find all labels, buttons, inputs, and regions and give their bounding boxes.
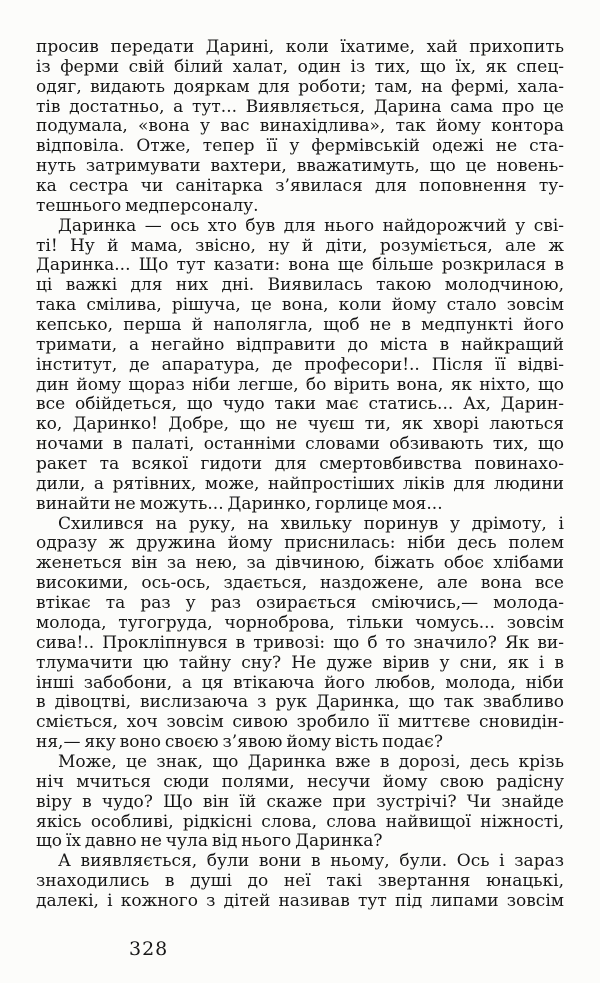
text-line: якісь особливі, рідкісні слова, слова найвищої ніжності, <box>36 812 564 832</box>
text-line: інші забобони, а ця втікаюча його любов, молода, ніби <box>36 673 564 693</box>
text-line: знаходились в душі до неї такі звертання юнацькі, <box>36 872 564 892</box>
text-line: відповіла. Отже, тепер її у фермівській одежі не ста- <box>36 137 564 157</box>
text-line: Може, це знак, що Даринка вже в дорозі, десь крізь <box>58 752 564 772</box>
text-line: ракет та всякої гидоти для смертовбивства повинахо- <box>36 455 564 475</box>
text-line: винайти не можуть... Даринко, горлице моя... <box>36 494 443 514</box>
text-line: ня,— яку воно своєю з’явою йому вість подає? <box>36 733 443 753</box>
text-line: А виявляється, були вони в ньому, були. Ось і зараз <box>58 852 564 872</box>
text-line: все обійдеться, що чудо таки має статись... Ах, Дарин- <box>36 395 564 415</box>
text-line: тлумачити цю тайну сну? Не дуже вірив у сни, як і в <box>36 653 564 673</box>
text-line: сміється, хоч зовсім сивою зробило її миттєве сновидін- <box>36 713 564 733</box>
text-line: ті! Ну й мама, звісно, ну й діти, розуміється, але ж <box>36 236 564 256</box>
text-line: високими, ось-ось, здається, наздожене, але вона все <box>36 574 564 594</box>
text-line: ко, Даринко! Добре, що не чуєш ти, як хворі лаються <box>36 415 564 435</box>
text-line: тешнього медперсоналу. <box>36 196 259 216</box>
page-number: 328 <box>129 938 169 960</box>
text-line: далекі, і кожного з дітей називав тут під липами зовсім <box>36 891 564 911</box>
text-line: втікає та раз у раз озирається сміючись,— молода- <box>36 594 564 614</box>
text-line: нуть затримувати вахтери, вважатимуть, що це новень- <box>36 157 564 177</box>
text-line: Схилився на руку, на хвильку поринув у дрімоту, і <box>58 514 564 534</box>
text-line: просив передати Дарині, коли їхатиме, хай прихопить <box>36 38 564 57</box>
text-line: Даринка — ось хто був для нього найдорожчий у сві- <box>58 216 564 236</box>
text-line: тримати, а негайно відправити до міста в найкращий <box>36 335 564 355</box>
text-line: сива!.. Прокліпнувся в тривозі: що б то значило? Як ви- <box>36 633 564 653</box>
text-line: женеться він за нею, за дівчиною, біжать обоє хлібами <box>36 554 564 574</box>
text-line: така смілива, рішуча, це вона, коли йому стало зовсім <box>36 296 564 316</box>
page-text <box>36 38 564 912</box>
text-line: ці важкі для них дні. Виявилась такою молодчиною, <box>36 276 564 296</box>
text-line: віру в чудо? Що він їй скаже при зустрічі? Чи знайде <box>36 792 564 812</box>
text-line: дили, а рятівних, може, найпростіших ліків для людини <box>36 474 564 494</box>
text-line: кепсько, перша й наполягла, щоб не в медпункті його <box>36 316 564 336</box>
text-line: дин йому щораз ніби легше, бо вірить вона, як ніхто, що <box>36 375 564 395</box>
text-line: інститут, де апаратура, де професори!.. Після її відві- <box>36 355 564 375</box>
text-line: одяг, видають дояркам для роботи; там, на фермі, хала- <box>36 77 564 97</box>
text-line: молода, тугогруда, чорноброва, тільки чомусь... зовсім <box>36 613 564 633</box>
text-line: ка сестра чи санітарка з’явилася для поповнення ту- <box>36 177 564 197</box>
text-line: що їх давно не чула від нього Даринка? <box>36 832 383 852</box>
text-line: одразу ж дружина йому приснилась: ніби десь полем <box>36 534 564 554</box>
text-line: тів достатньо, а тут... Виявляється, Дарина сама про це <box>36 97 564 117</box>
text-line: ночами в палаті, останніми словами обзивають тих, що <box>36 435 564 455</box>
text-line: подумала, «вона у вас винахідлива», так йому контора <box>36 117 564 137</box>
text-line: ніч мчиться сюди полями, несучи йому свою радісну <box>36 772 564 792</box>
text-line: Даринка... Що тут казати: вона ще більше розкрилася в <box>36 256 564 276</box>
text-line: в дівоцтві, вислизаюча з рук Даринка, що так звабливо <box>36 693 564 713</box>
text-line: із ферми свій білий халат, один із тих, що їх, як спец- <box>36 57 564 77</box>
